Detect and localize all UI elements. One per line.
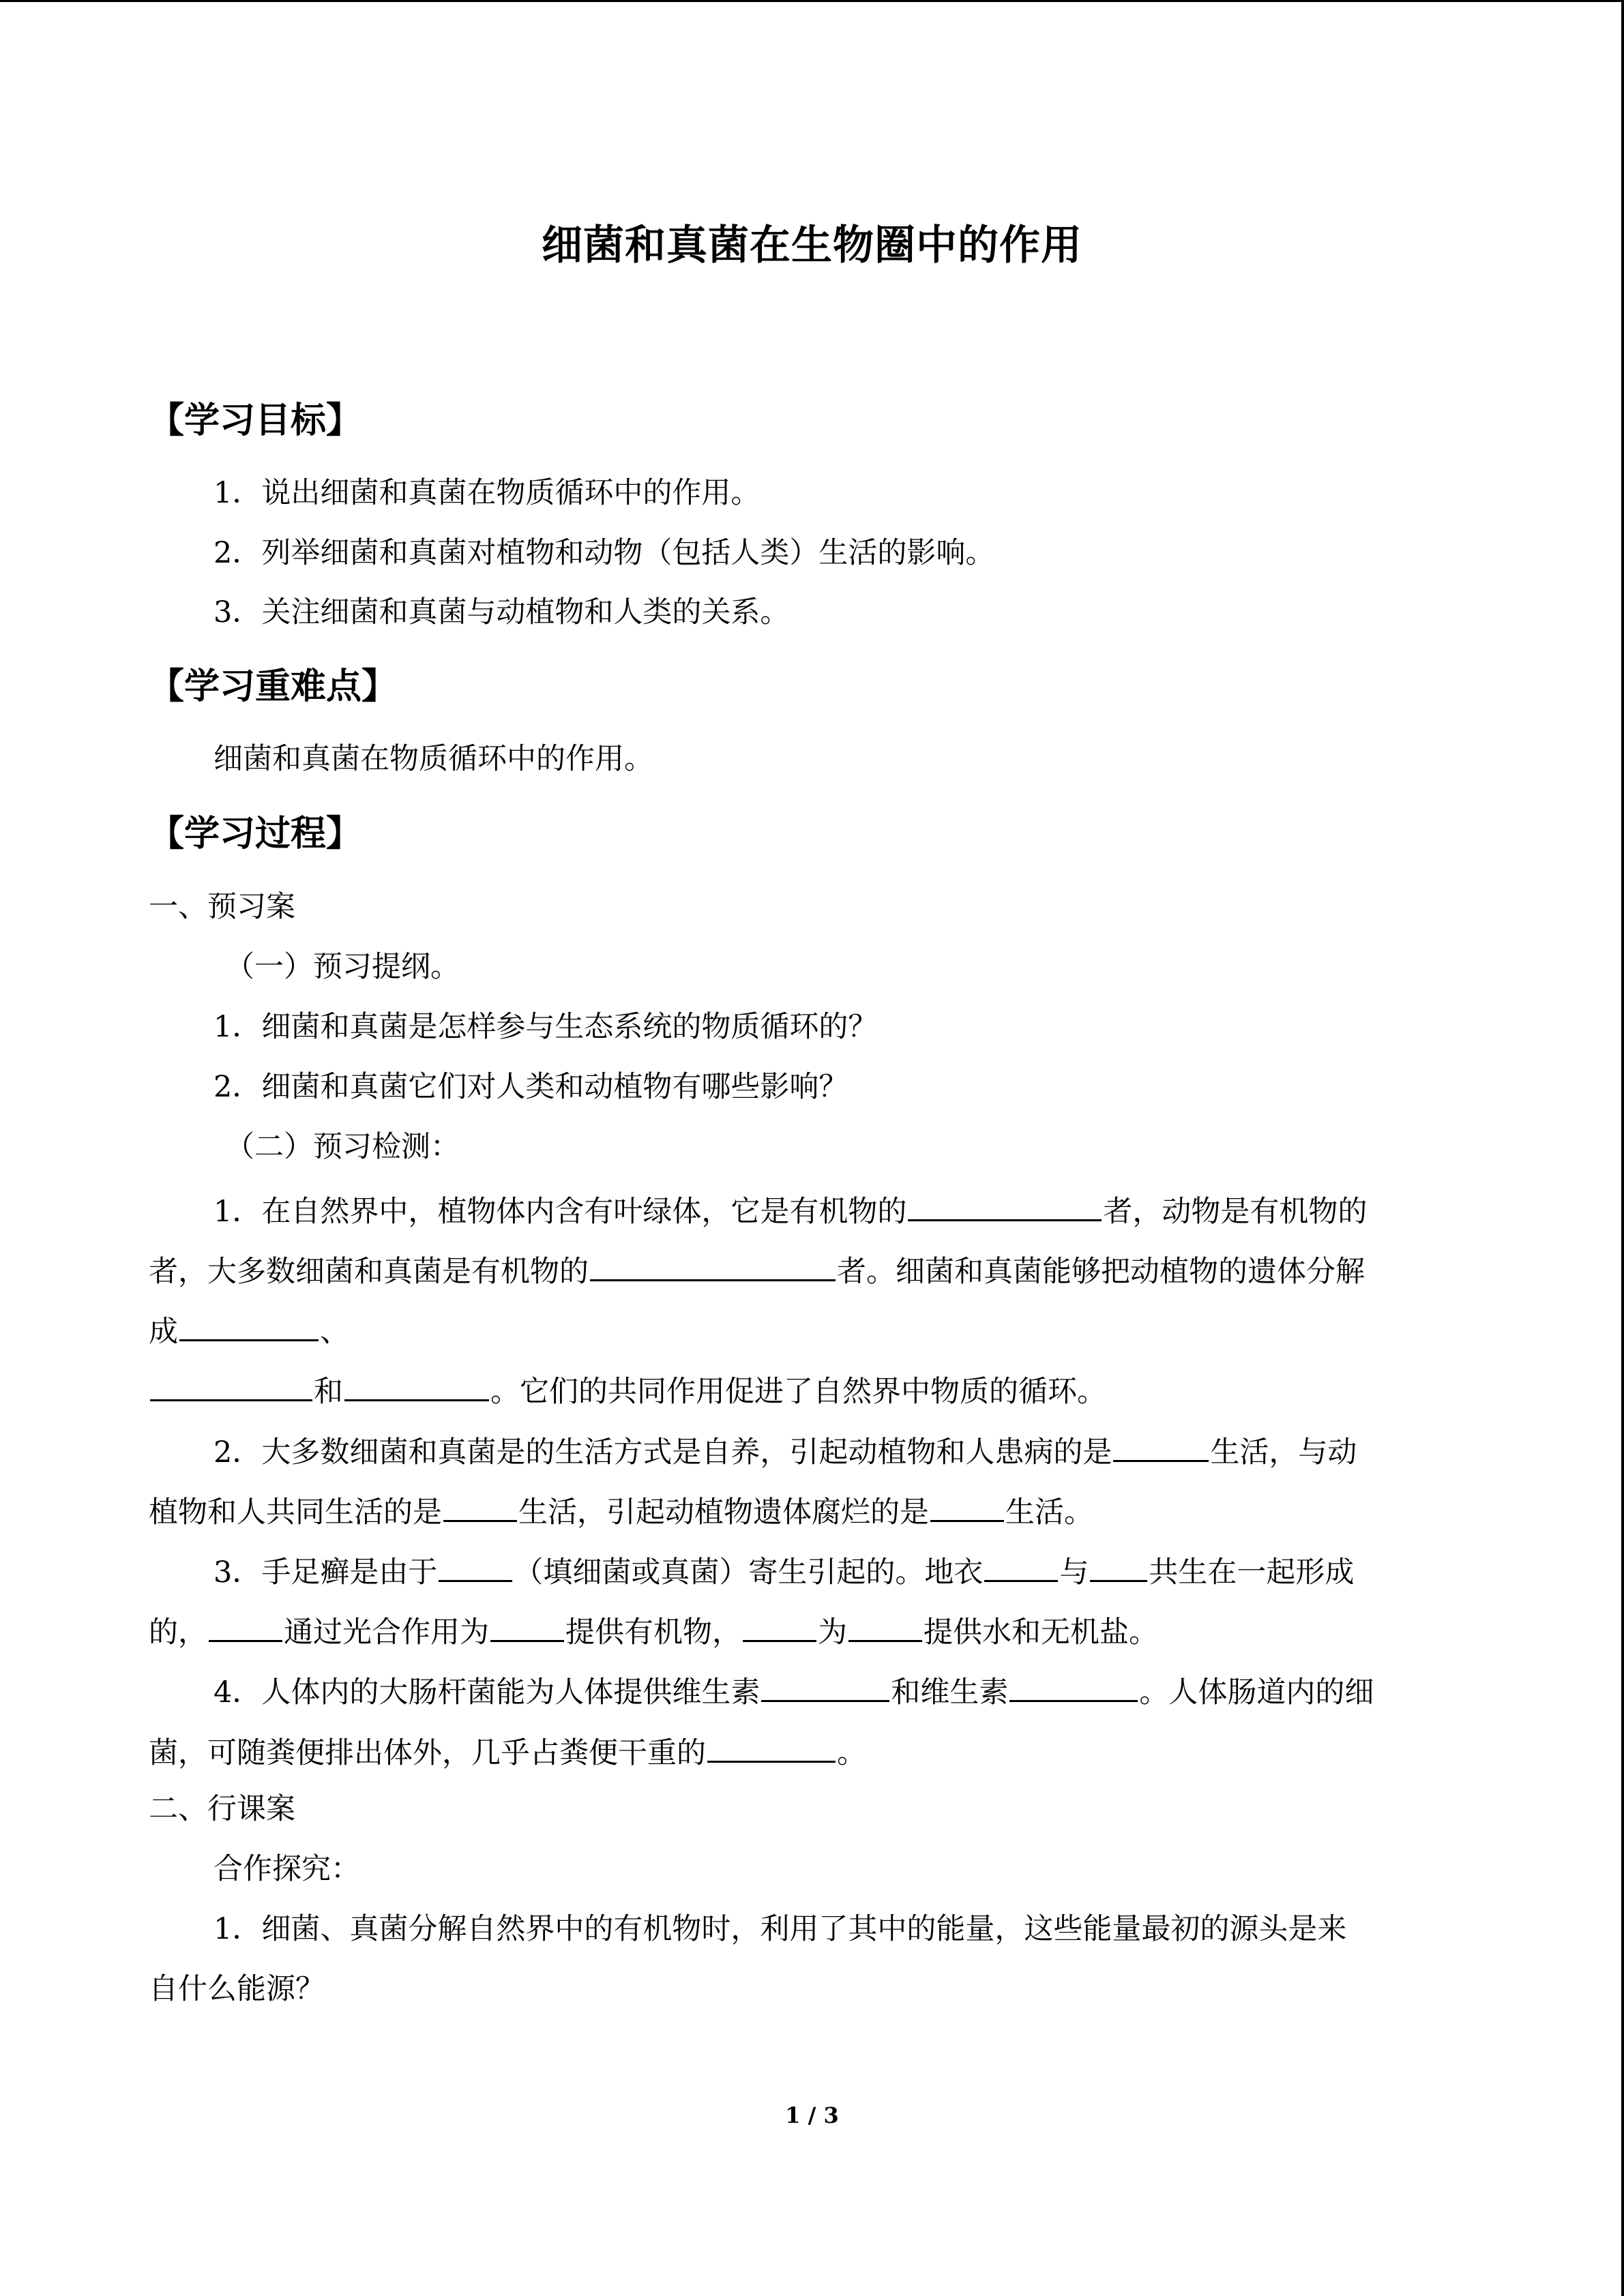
q1-line-3: 成 、 [149,1315,349,1349]
outline-item-1: 1．细菌和真菌是怎样参与生态系统的物质循环的？ [213,1010,878,1044]
explore-heading: 合作探究： [213,1852,360,1886]
answer-blank[interactable] [1090,1554,1147,1582]
page-number: 1 / 3 [785,2102,839,2128]
goal-2: 2．列举细菌和真菌对植物和动物（包括人类）生活的影响。 [213,536,995,570]
answer-blank[interactable] [209,1614,282,1642]
q4-line-1: 4．人体内的大肠杆菌能为人体提供维生素 和维生素 。人体肠道内的细 [213,1675,1374,1710]
lesson-heading: 二、行课案 [149,1792,295,1826]
answer-blank[interactable] [150,1373,312,1401]
answer-blank[interactable] [1113,1434,1209,1462]
answer-blank[interactable] [179,1313,319,1341]
outline-item-2: 2．细菌和真菌它们对人类和动植物有哪些影响？ [213,1070,848,1104]
answer-blank[interactable] [930,1494,1004,1522]
outline-heading: （一）预习提纲。 [225,950,460,984]
answer-blank[interactable] [743,1614,816,1642]
goals-heading: 【学习目标】 [149,400,362,441]
goal-3: 3．关注细菌和真菌与动植物和人类的关系。 [213,595,790,629]
q4-line-2: 菌，可随粪便排出体外，几乎占粪便干重的 。 [149,1736,866,1770]
goal-1: 1．说出细菌和真菌在物质循环中的作用。 [213,476,761,510]
page-title: 细菌和真菌在生物圈中的作用 [542,222,1082,269]
answer-blank[interactable] [908,1193,1102,1221]
answer-blank[interactable] [439,1554,512,1582]
q2-line-2: 植物和人共同生活的是 生活，引起动植物遗体腐烂的是 生活。 [149,1495,1093,1530]
answer-blank[interactable] [490,1614,564,1642]
q3-line-1: 3．手足癣是由于 （填细菌或真菌）寄生引起的。地衣 与 共生在一起形成 [213,1555,1355,1590]
answer-blank[interactable] [590,1253,836,1281]
check-heading: （二）预习检测： [225,1130,460,1164]
q1-line-2: 者，大多数细菌和真菌是有机物的 者。细菌和真菌能够把动植物的遗体分解 [149,1255,1365,1289]
preview-heading: 一、预习案 [149,890,295,924]
key-heading: 【学习重难点】 [149,666,398,707]
q1-line-1: 1．在自然界中，植物体内含有叶绿体，它是有机物的 者，动物是有机物的 [213,1195,1368,1229]
q1-line-4: 和 。它们的共同作用促进了自然界中物质的循环。 [149,1373,1106,1407]
key-text: 细菌和真菌在物质循环中的作用。 [213,742,653,776]
answer-blank[interactable] [848,1614,922,1642]
process-heading: 【学习过程】 [149,814,362,854]
answer-blank[interactable] [1009,1674,1138,1702]
explore-q1-line-2: 自什么能源？ [149,1972,325,2006]
answer-blank[interactable] [344,1373,489,1401]
explore-q1-line-1: 1．细菌、真菌分解自然界中的有机物时，利用了其中的能量，这些能量最初的源头是来 [213,1912,1347,1946]
answer-blank[interactable] [984,1554,1058,1582]
q2-line-1: 2．大多数细菌和真菌是的生活方式是自养，引起动植物和人患病的是 生活，与动 [213,1435,1357,1470]
q3-line-2: 的， 通过光合作用为 提供有机物， 为 提供水和无机盐。 [149,1615,1158,1650]
answer-blank[interactable] [761,1674,889,1702]
answer-blank[interactable] [707,1735,836,1763]
top-border [0,0,1624,2]
answer-blank[interactable] [443,1494,517,1522]
right-border [1621,0,1624,2296]
